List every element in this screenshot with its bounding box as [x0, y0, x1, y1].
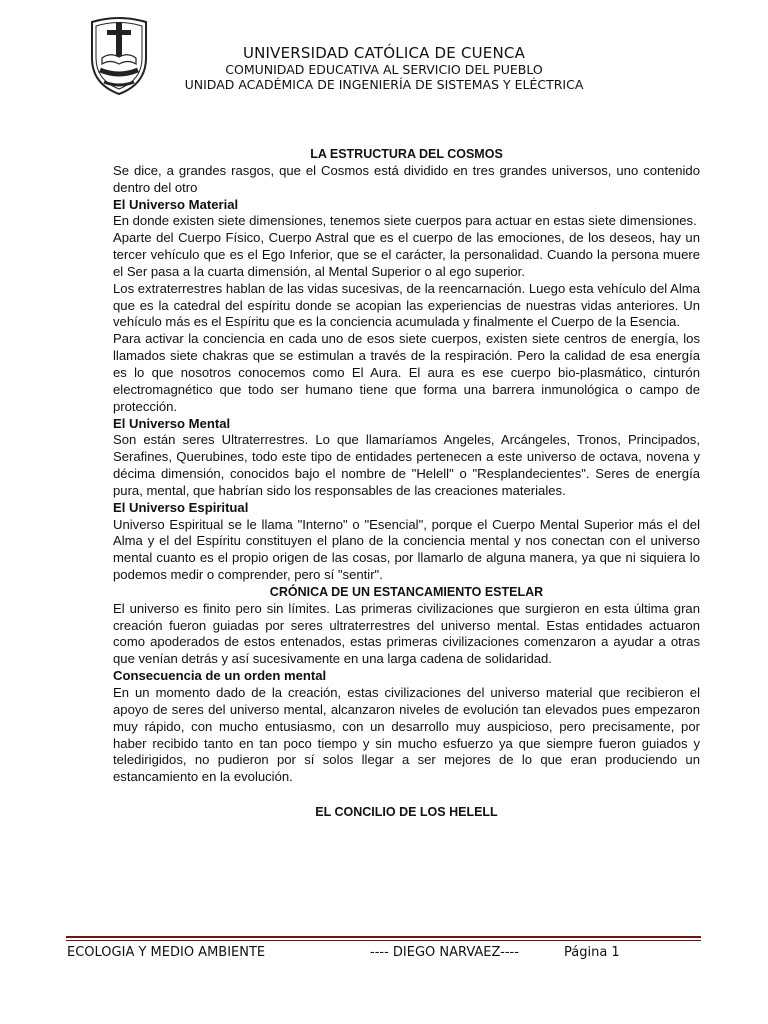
paragraph: El universo es finito pero sin límites. Las primeras civilizaciones que surgieron en esta última gran creación fueron guiadas por seres ultraterrestres del universo mental. Estas entidades actuaron como apoderados de estos entenados, estas primeras civilizaciones comenzaron a ayudar a otras que venían detrás y así sucesivamente en una larga cadena de solidaridad. — [113, 600, 700, 667]
paragraph: Son están seres Ultraterrestres. Lo que llamaríamos Angeles, Arcángeles, Tronos, Principados, Serafines, Querubines, todo este tipo de entidades pertenecen a este universo de octava, novena y décima dimensión, conocidos bajo el nombre de "Helell" o "Resplandecientes". Seres de energía pura, mental, que habrían sido los responsables de las creaciones materiales. — [113, 432, 700, 498]
section-heading: El Universo Espiritual — [113, 499, 249, 515]
letterhead — [150, 44, 618, 92]
paragraph: Los extraterrestres hablan de las vidas sucesivas, de la reencarnación. Luego esta vehículo del Alma que es la catedral del espíritu donde se acopian las experiencias de nuestras vidas anteriores. Un vehículo más es el Espíritu que es la conciencia acumulada y finalmente el Cuerpo de la Esencia. — [113, 280, 700, 330]
section-title: CRÓNICA DE UN ESTANCAMIENTO ESTELAR — [269, 584, 544, 599]
intro-paragraph: Se dice, a grandes rasgos, que el Cosmos está dividido en tres grandes universos, uno contenido dentro del otro — [113, 162, 700, 195]
paragraph: Aparte del Cuerpo Físico, Cuerpo Astral que es el cuerpo de las emociones, de los deseos, hay un tercer vehículo que es el Ego Inferior, que se el carácter, la personalidad. Cuando la persona muere el Ser pasa a la cuarta dimensión, al Mental Superior o al ego superior. — [113, 230, 700, 279]
university-name: UNIVERSIDAD CATÓLICA DE CUENCA — [242, 44, 526, 62]
footer-subject: ECOLOGIA Y MEDIO AMBIENTE — [67, 945, 266, 960]
university-seal-logo — [86, 12, 152, 96]
section-title: EL CONCILIO DE LOS HELELL — [315, 805, 498, 820]
doc-title: LA ESTRUCTURA DEL COSMOS — [310, 147, 503, 161]
footer-rule — [66, 936, 701, 938]
section-heading: Consecuencia de un orden mental — [113, 668, 327, 684]
document-body — [113, 146, 700, 821]
footer-author: ---- DIEGO NARVAEZ---- — [370, 945, 519, 960]
section-heading: El Universo Mental — [113, 415, 231, 431]
section-heading: El Universo Material — [113, 196, 239, 212]
community-line: COMUNIDAD EDUCATIVA AL SERVICIO DEL PUEBLO — [225, 62, 543, 77]
paragraph: En donde existen siete dimensiones, tenemos siete cuerpos para actuar en estas siete dimensiones. — [113, 213, 697, 229]
page-number: Página 1 — [564, 945, 620, 960]
academic-unit-line: UNIDAD ACADÉMICA DE INGENIERÍA DE SISTEMAS Y ELÉCTRICA — [184, 77, 584, 92]
paragraph: Universo Espiritual se le llama "Interno" o "Esencial", porque el Cuerpo Mental Superior más el del Alma y el del Espíritu constituyen el plano de la conciencia mental y nos conectan con el universo mental cuanto es el propio origen de las cosas, por llamarlo de alguna manera, ya que ni siquiera lo podemos medir o comprender, pero sí "sentir". — [113, 516, 700, 583]
paragraph: En un momento dado de la creación, estas civilizaciones del universo material que recibieron el apoyo de seres del universo mental, alcanzaron niveles de evolución tan elevados pues empezaron muy rápido, con mucho entusiasmo, con un desarrollo muy auspicioso, pero precisamente, por haber recibido tanto en tan poco tiempo y sin mucho esfuerzo ya que siempre fueron guiados y teledirigidos, no pudieron por sí solos llegar a ser mejores de lo que eran produciendo un estancamiento en la evolución. — [113, 685, 700, 785]
footer-rule-thin — [66, 940, 701, 941]
paragraph: Para activar la conciencia en cada uno de esos siete cuerpos, existen siete centros de energía, los llamados siete chakras que se estimulan a través de la respiración. Pero la calidad de esa energía es lo que nosotros conocemos como El Aura. El aura es ese cuerpo bio-plasmático, cinturón electromagnético que todo ser humano tiene que forma una barrera inmunológica o campo de protección. — [113, 331, 700, 414]
